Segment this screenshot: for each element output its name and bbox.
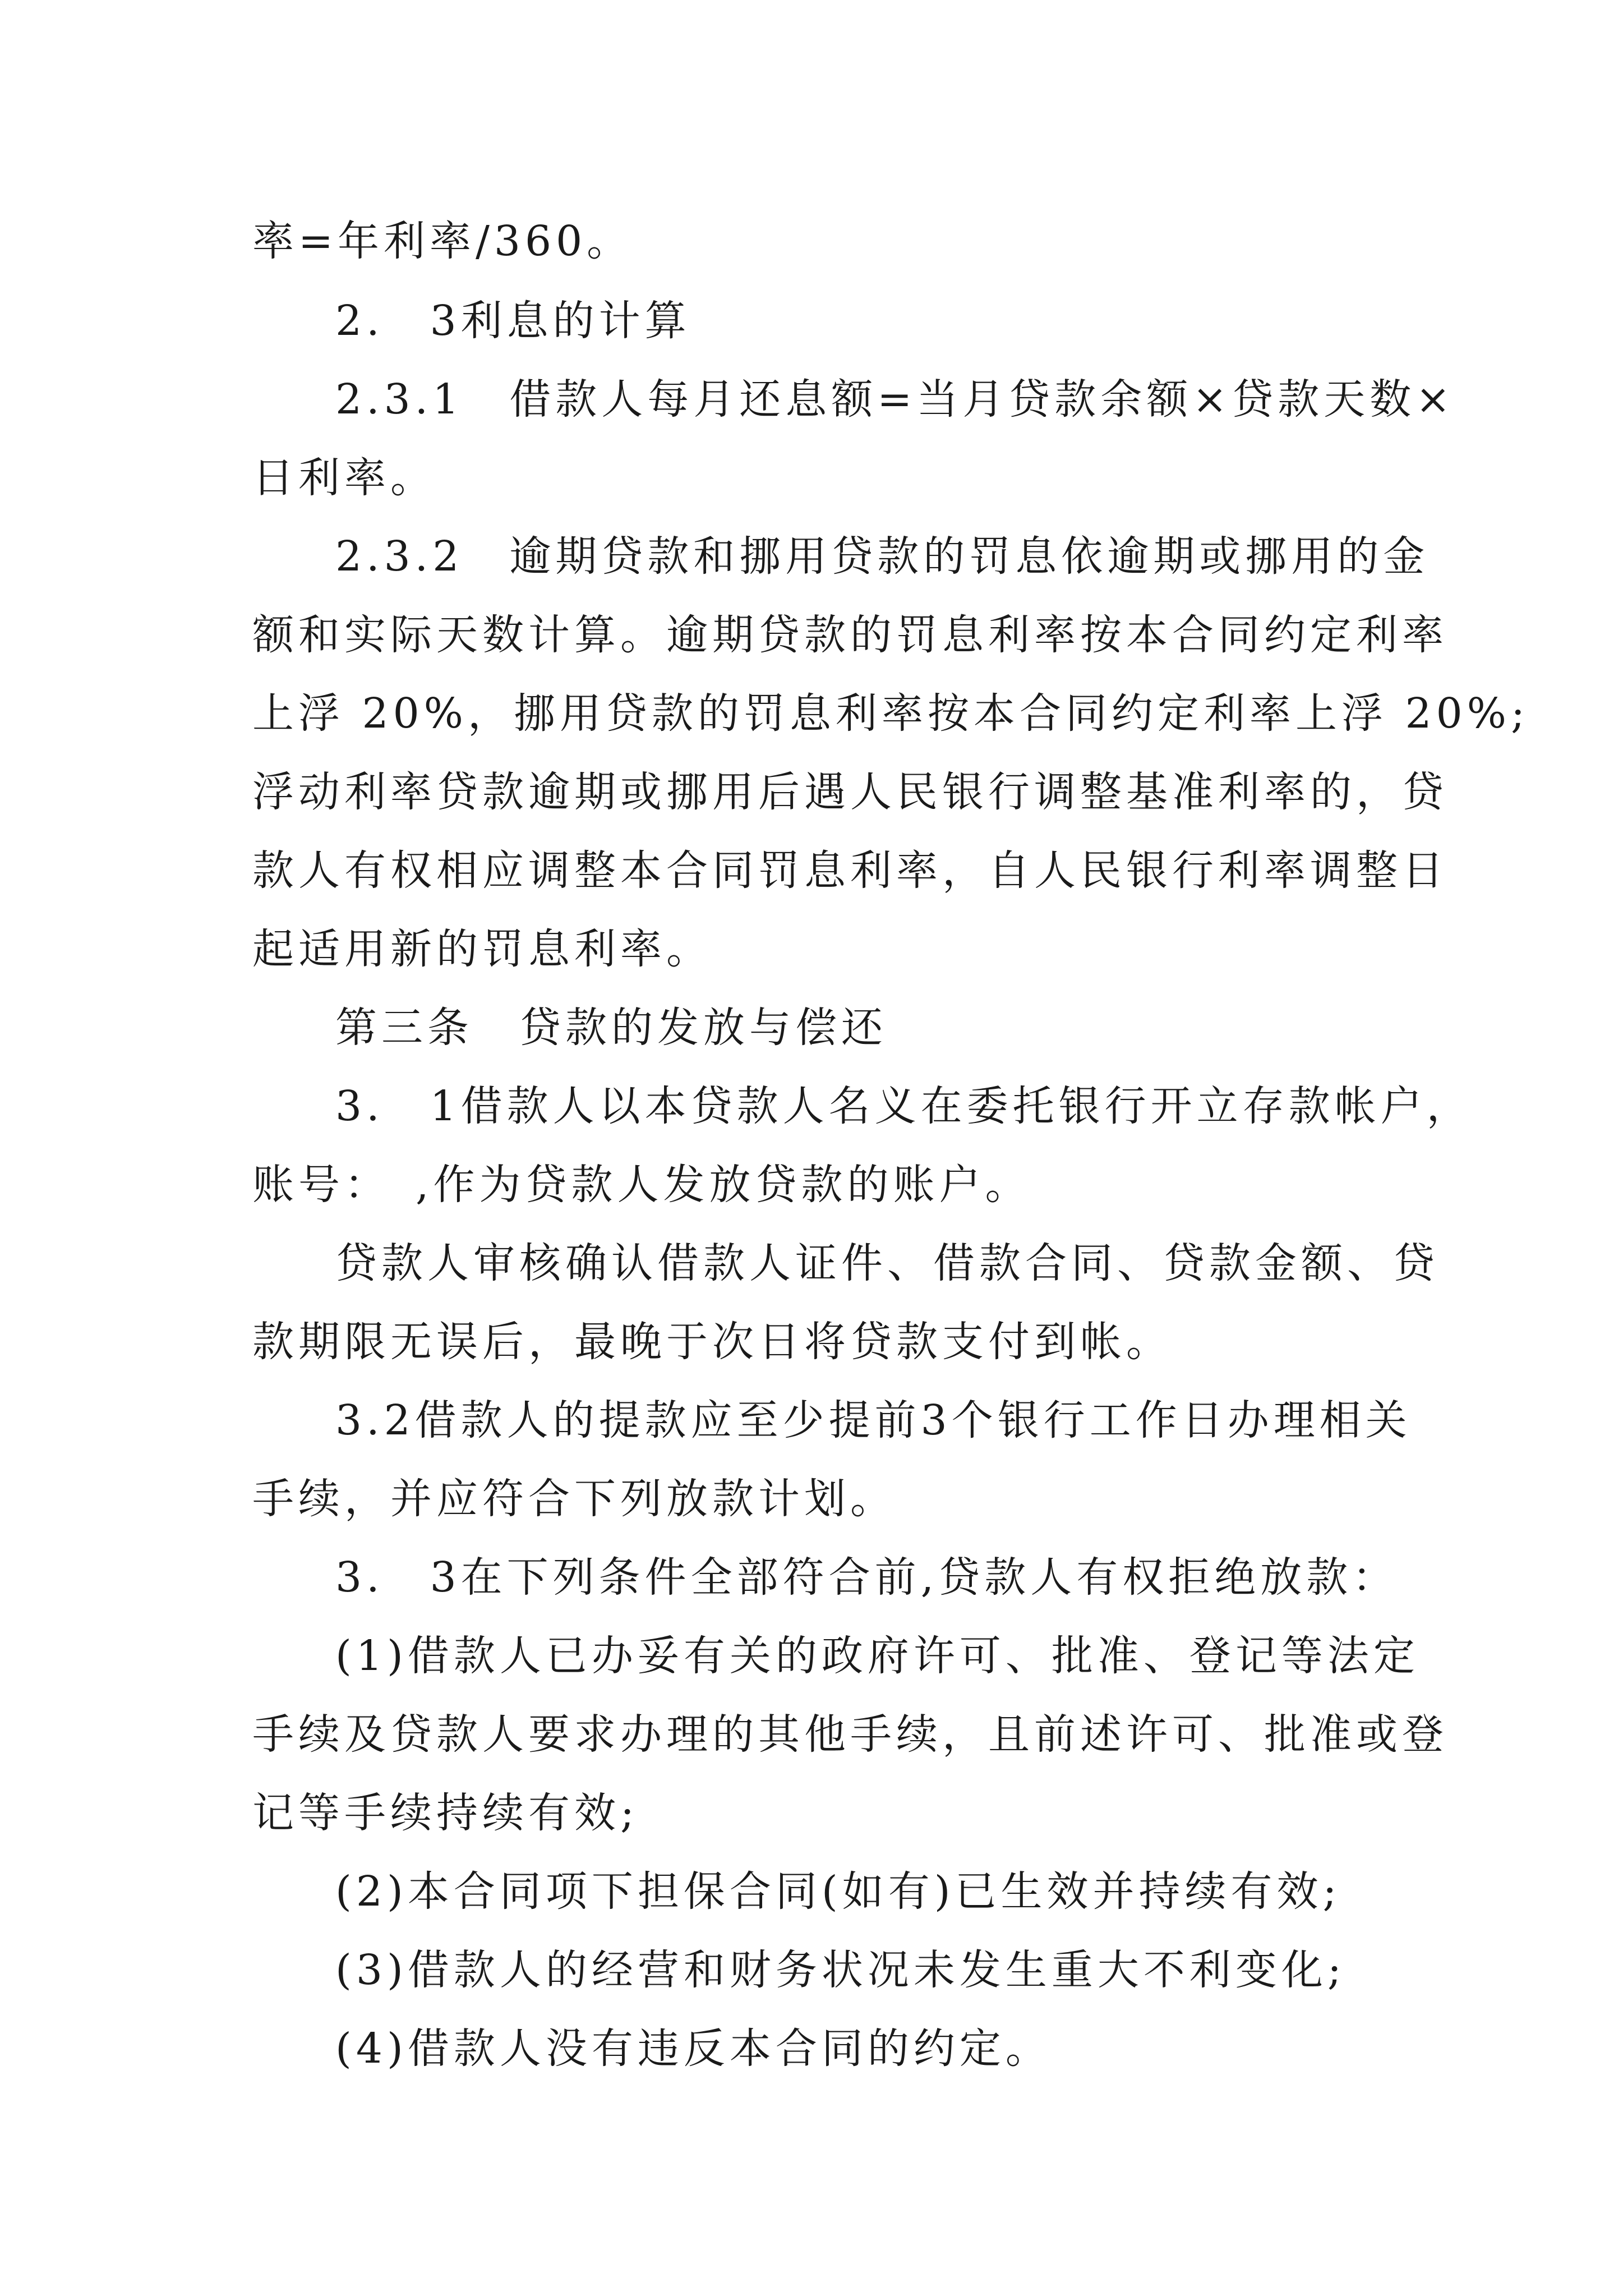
text-line: 3. 1借款人以本贷款人名义在委托银行开立存款帐户， bbox=[335, 1082, 1473, 1130]
text-line: 日利率。 bbox=[252, 454, 436, 502]
text-line: 款人有权相应调整本合同罚息利率，自人民银行利率调整日 bbox=[252, 846, 1448, 895]
text-line: 上浮 20%，挪用贷款的罚息利率按本合同约定利率上浮 20%; bbox=[252, 689, 1529, 738]
list-item: (3)借款人的经营和财务状况未发生重大不利变化; bbox=[335, 1946, 1346, 1994]
text-line: 起适用新的罚息利率。 bbox=[252, 925, 712, 973]
section-heading: 2. 3利息的计算 bbox=[335, 297, 691, 345]
list-item: (1)借款人已办妥有关的政府许可、批准、登记等法定 bbox=[335, 1632, 1419, 1680]
text-line: 率=年利率/360。 bbox=[252, 217, 633, 265]
text-line: 3.2借款人的提款应至少提前3个银行工作日办理相关 bbox=[335, 1396, 1412, 1444]
text-line: 记等手续持续有效; bbox=[252, 1789, 639, 1837]
list-item: (4)借款人没有违反本合同的约定。 bbox=[335, 2024, 1052, 2073]
text-line: 账号： ,作为贷款人发放贷款的账户。 bbox=[252, 1161, 1031, 1209]
text-line: 2.3.2 逾期贷款和挪用贷款的罚息依逾期或挪用的金 bbox=[335, 532, 1430, 581]
text-line: 手续，并应符合下列放款计划。 bbox=[252, 1475, 896, 1523]
text-line: 额和实际天数计算。逾期贷款的罚息利率按本合同约定利率 bbox=[252, 611, 1448, 659]
text-line: 3. 3在下列条件全部符合前,贷款人有权拒绝放款： bbox=[335, 1553, 1399, 1602]
text-line: 手续及贷款人要求办理的其他手续，且前述许可、批准或登 bbox=[252, 1710, 1448, 1759]
list-item: (2)本合同项下担保合同(如有)已生效并持续有效; bbox=[335, 1867, 1341, 1916]
article-heading: 第三条 贷款的发放与偿还 bbox=[335, 1004, 887, 1052]
text-line: 2.3.1 借款人每月还息额=当月贷款余额×贷款天数× bbox=[335, 375, 1455, 424]
text-line: 款期限无误后，最晚于次日将贷款支付到帐。 bbox=[252, 1318, 1172, 1366]
text-line: 浮动利率贷款逾期或挪用后遇人民银行调整基准利率的，贷 bbox=[252, 768, 1448, 816]
text-line: 贷款人审核确认借款人证件、借款合同、贷款金额、贷 bbox=[335, 1239, 1439, 1287]
